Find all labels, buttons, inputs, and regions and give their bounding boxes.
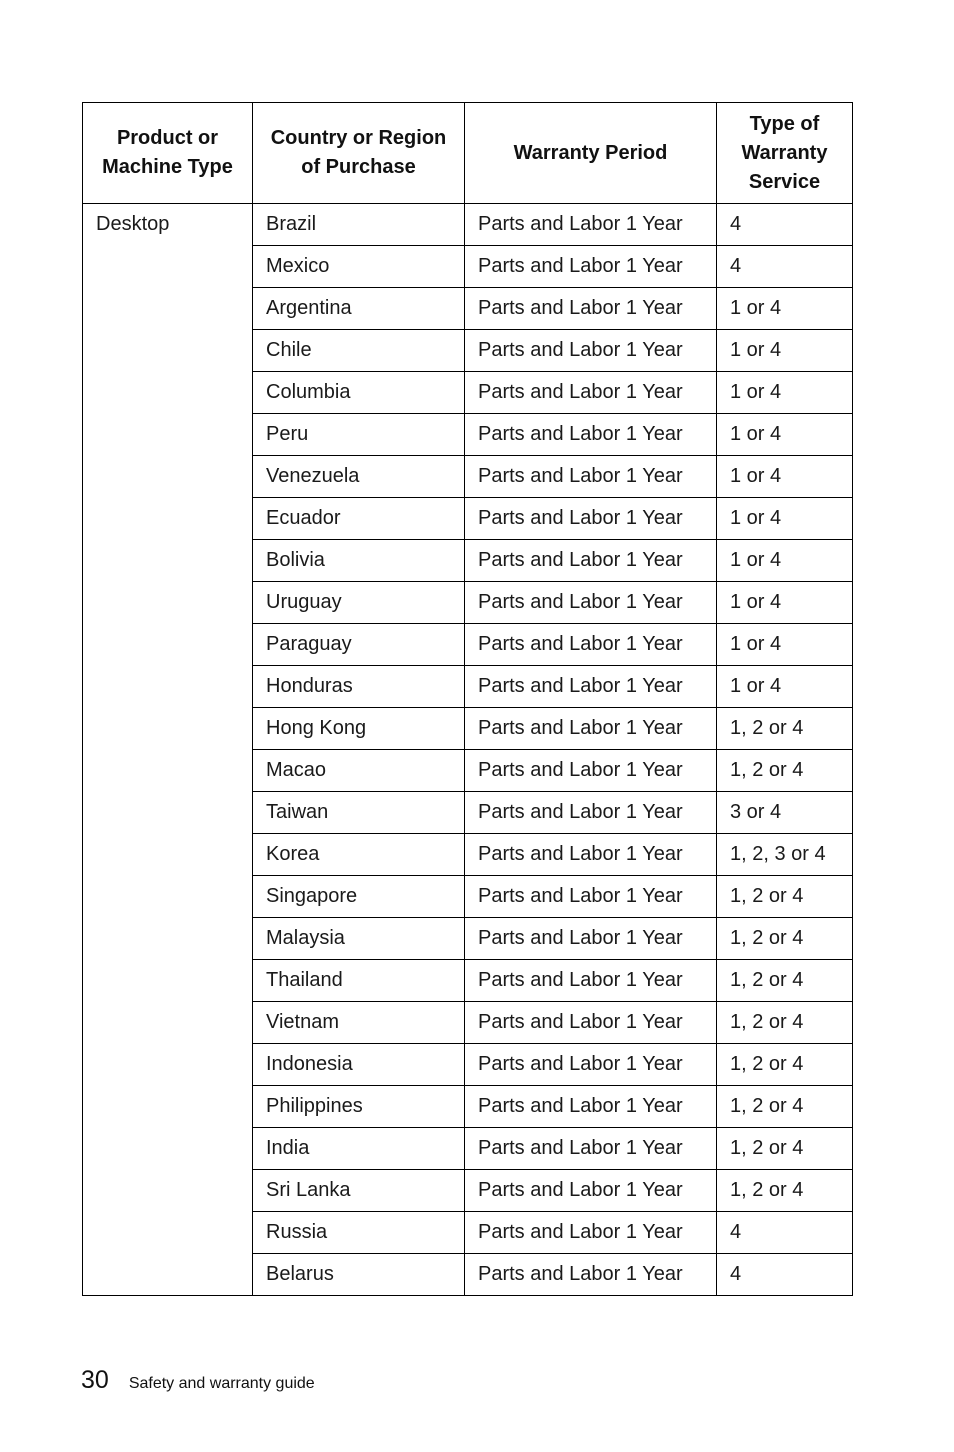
service-type-cell: 1 or 4 [717, 456, 853, 498]
warranty-period-cell: Parts and Labor 1 Year [465, 288, 717, 330]
page-footer [81, 1366, 315, 1395]
service-type-cell: 1, 2 or 4 [717, 960, 853, 1002]
country-cell: Thailand [253, 960, 465, 1002]
header-period: Warranty Period [465, 103, 717, 204]
country-cell: India [253, 1128, 465, 1170]
country-cell: Hong Kong [253, 708, 465, 750]
warranty-period-cell: Parts and Labor 1 Year [465, 708, 717, 750]
service-type-cell: 1, 2 or 4 [717, 918, 853, 960]
service-type-cell: 1 or 4 [717, 540, 853, 582]
country-cell: Sri Lanka [253, 1170, 465, 1212]
service-type-cell: 1, 2 or 4 [717, 876, 853, 918]
service-type-cell: 1, 2 or 4 [717, 1128, 853, 1170]
warranty-period-cell: Parts and Labor 1 Year [465, 792, 717, 834]
warranty-period-cell: Parts and Labor 1 Year [465, 1212, 717, 1254]
service-type-cell: 1 or 4 [717, 666, 853, 708]
country-cell: Vietnam [253, 1002, 465, 1044]
warranty-period-cell: Parts and Labor 1 Year [465, 540, 717, 582]
warranty-period-cell: Parts and Labor 1 Year [465, 1002, 717, 1044]
service-type-cell: 4 [717, 246, 853, 288]
country-cell: Chile [253, 330, 465, 372]
guide-title: Safety and warranty guide [128, 1375, 315, 1392]
country-cell: Paraguay [253, 624, 465, 666]
warranty-period-cell: Parts and Labor 1 Year [465, 330, 717, 372]
country-cell: Honduras [253, 666, 465, 708]
warranty-period-cell: Parts and Labor 1 Year [465, 582, 717, 624]
service-type-cell: 1, 2 or 4 [717, 1086, 853, 1128]
warranty-period-cell: Parts and Labor 1 Year [465, 666, 717, 708]
warranty-period-cell: Parts and Labor 1 Year [465, 1254, 717, 1296]
service-type-cell: 1 or 4 [717, 498, 853, 540]
service-type-cell: 1 or 4 [717, 582, 853, 624]
service-type-cell: 1 or 4 [717, 414, 853, 456]
warranty-period-cell: Parts and Labor 1 Year [465, 456, 717, 498]
header-row [83, 103, 853, 204]
service-type-cell: 1, 2 or 4 [717, 750, 853, 792]
warranty-table [82, 102, 853, 1296]
warranty-period-cell: Parts and Labor 1 Year [465, 1044, 717, 1086]
table-row [83, 204, 853, 246]
warranty-period-cell: Parts and Labor 1 Year [465, 414, 717, 456]
country-cell: Peru [253, 414, 465, 456]
warranty-period-cell: Parts and Labor 1 Year [465, 498, 717, 540]
service-type-cell: 1, 2 or 4 [717, 1044, 853, 1086]
country-cell: Macao [253, 750, 465, 792]
country-cell: Philippines [253, 1086, 465, 1128]
country-cell: Bolivia [253, 540, 465, 582]
service-type-cell: 4 [717, 1212, 853, 1254]
warranty-table-header [83, 103, 853, 204]
country-cell: Malaysia [253, 918, 465, 960]
service-type-cell: 4 [717, 204, 853, 246]
warranty-period-cell: Parts and Labor 1 Year [465, 624, 717, 666]
warranty-period-cell: Parts and Labor 1 Year [465, 1128, 717, 1170]
service-type-cell: 1, 2 or 4 [717, 1170, 853, 1212]
service-type-cell: 1 or 4 [717, 624, 853, 666]
warranty-period-cell: Parts and Labor 1 Year [465, 1170, 717, 1212]
country-cell: Belarus [253, 1254, 465, 1296]
country-cell: Taiwan [253, 792, 465, 834]
country-cell: Brazil [253, 204, 465, 246]
warranty-period-cell: Parts and Labor 1 Year [465, 246, 717, 288]
service-type-cell: 1, 2, 3 or 4 [717, 834, 853, 876]
service-type-cell: 1 or 4 [717, 372, 853, 414]
service-type-cell: 1, 2 or 4 [717, 708, 853, 750]
country-cell: Mexico [253, 246, 465, 288]
country-cell: Columbia [253, 372, 465, 414]
country-cell: Uruguay [253, 582, 465, 624]
service-type-cell: 1, 2 or 4 [717, 1002, 853, 1044]
country-cell: Singapore [253, 876, 465, 918]
service-type-cell: 1 or 4 [717, 288, 853, 330]
country-cell: Venezuela [253, 456, 465, 498]
warranty-period-cell: Parts and Labor 1 Year [465, 918, 717, 960]
warranty-period-cell: Parts and Labor 1 Year [465, 834, 717, 876]
header-product: Product or Machine Type [83, 103, 253, 204]
service-type-cell: 3 or 4 [717, 792, 853, 834]
warranty-period-cell: Parts and Labor 1 Year [465, 204, 717, 246]
warranty-period-cell: Parts and Labor 1 Year [465, 876, 717, 918]
service-type-cell: 4 [717, 1254, 853, 1296]
page-number: 30 [81, 1366, 109, 1394]
country-cell: Ecuador [253, 498, 465, 540]
header-service: Type of Warranty Service [717, 103, 853, 204]
warranty-period-cell: Parts and Labor 1 Year [465, 372, 717, 414]
country-cell: Argentina [253, 288, 465, 330]
warranty-period-cell: Parts and Labor 1 Year [465, 750, 717, 792]
service-type-cell: 1 or 4 [717, 330, 853, 372]
warranty-period-cell: Parts and Labor 1 Year [465, 1086, 717, 1128]
country-cell: Russia [253, 1212, 465, 1254]
product-cell: Desktop [83, 204, 253, 1296]
header-country: Country or Region of Purchase [253, 103, 465, 204]
warranty-period-cell: Parts and Labor 1 Year [465, 960, 717, 1002]
country-cell: Indonesia [253, 1044, 465, 1086]
country-cell: Korea [253, 834, 465, 876]
warranty-table-body [83, 204, 853, 1296]
